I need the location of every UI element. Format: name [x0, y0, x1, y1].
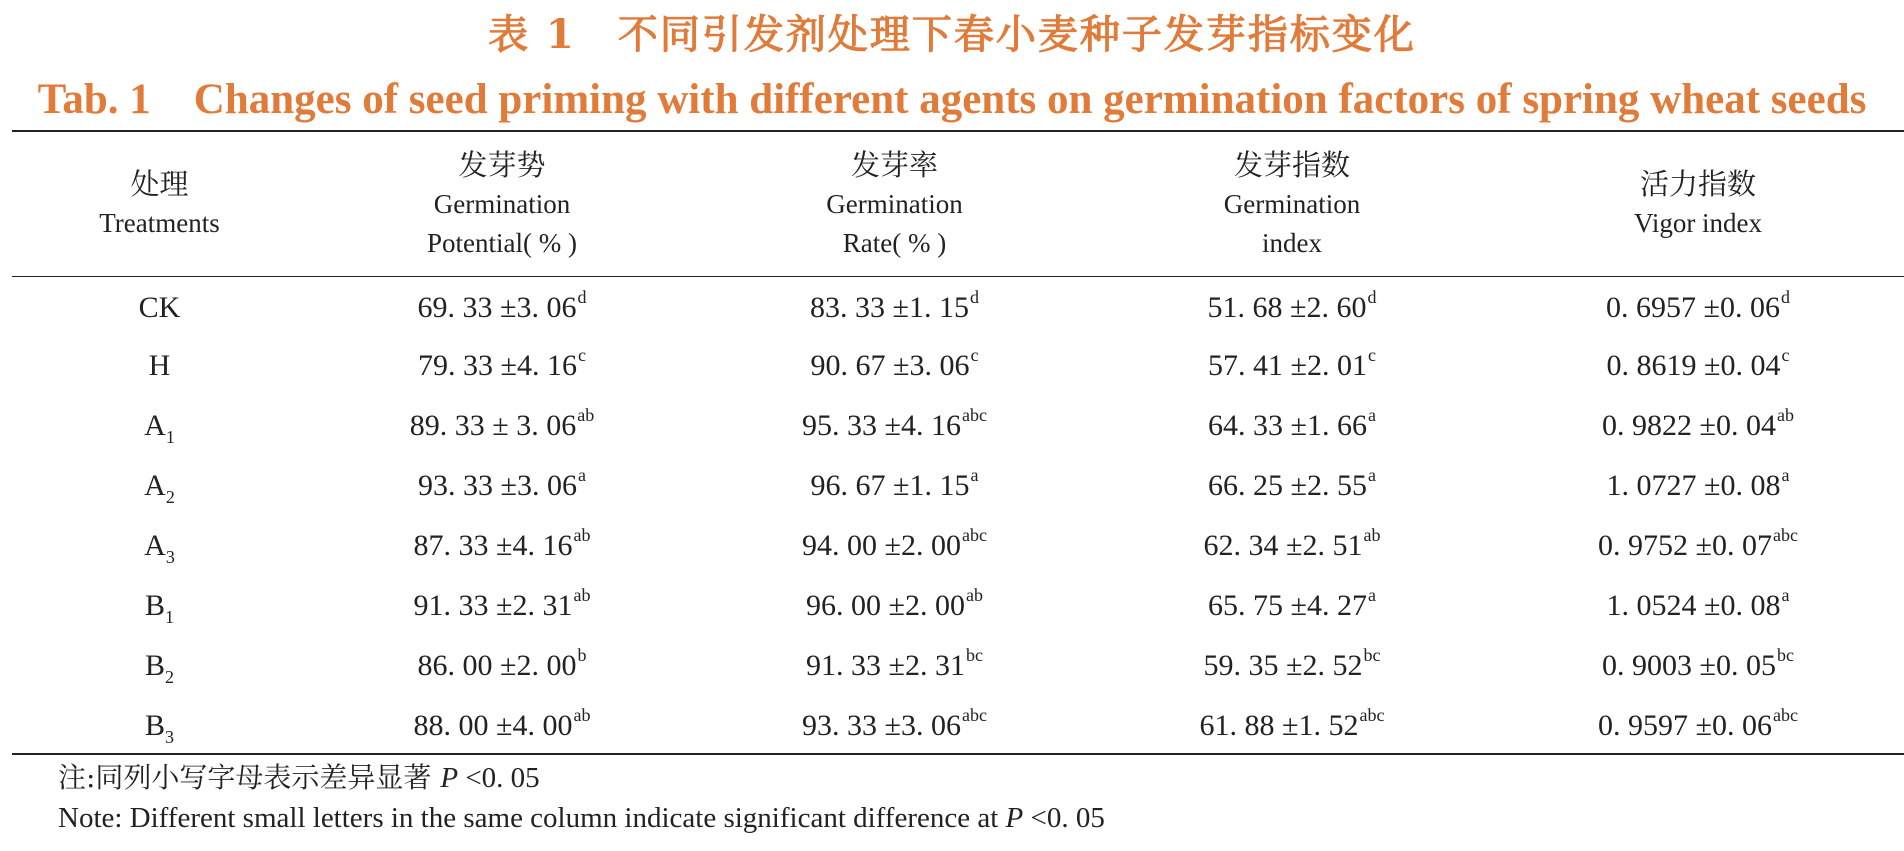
- mean-sd-value: 87. 33 ±4. 16: [413, 529, 573, 562]
- value-cell: [697, 516, 1092, 576]
- note-english-threshold: <0. 05: [1023, 802, 1105, 834]
- mean-sd-value: 91. 33 ±2. 31: [413, 589, 573, 622]
- value-cell: [307, 276, 697, 336]
- significance-letter: abc: [961, 525, 987, 545]
- value-cell: [307, 516, 697, 576]
- treatment-subscript: 1: [165, 607, 174, 627]
- treatment-cell: [12, 516, 307, 576]
- significance-letter: d: [577, 287, 587, 307]
- value-cell: [1092, 276, 1492, 336]
- column-header-en: Germination: [1223, 188, 1361, 219]
- mean-sd-value: 89. 33 ± 3. 06: [409, 409, 577, 442]
- table-title-chinese: 表 1 不同引发剂处理下春小麦种子发芽指标变化: [488, 11, 1416, 58]
- table-row: [12, 696, 1904, 756]
- note-english-text: Note: Different small letters in the same column indicate significant difference at: [58, 802, 1006, 834]
- value-cell: [1492, 576, 1904, 636]
- mean-sd-value: 65. 75 ±4. 27: [1208, 589, 1367, 622]
- value-cell: [1092, 516, 1492, 576]
- value-cell: [697, 696, 1092, 756]
- significance-letter: ab: [1363, 525, 1381, 545]
- treatment-cell: [12, 696, 307, 756]
- table-row: [12, 456, 1904, 516]
- table-row: [12, 276, 1904, 336]
- significance-letter: abc: [1772, 525, 1798, 545]
- mean-sd-value: 57. 41 ±2. 01: [1208, 349, 1367, 382]
- column-header-en: index: [1262, 227, 1322, 258]
- significance-letter: ab: [577, 405, 595, 425]
- treatment-name: B: [144, 589, 165, 622]
- significance-letter: a: [970, 465, 979, 485]
- value-cell: [697, 276, 1092, 336]
- significance-letter: bc: [965, 645, 983, 665]
- significance-letter: d: [1780, 287, 1790, 307]
- mean-sd-value: 79. 33 ±4. 16: [418, 349, 577, 382]
- mean-sd-value: 96. 00 ±2. 00: [806, 589, 965, 622]
- table-header-row: [12, 132, 1904, 276]
- table-notes: [58, 758, 1858, 838]
- value-cell: [307, 456, 697, 516]
- value-cell: [1092, 696, 1492, 756]
- value-cell: [697, 576, 1092, 636]
- mean-sd-value: 86. 00 ±2. 00: [417, 649, 577, 682]
- mean-sd-value: 0. 9597 ±0. 06: [1598, 709, 1772, 742]
- significance-letter: a: [1367, 405, 1376, 425]
- value-cell: [697, 456, 1092, 516]
- significance-letter: a: [1781, 465, 1790, 485]
- mean-sd-value: 1. 0727 ±0. 08: [1606, 469, 1781, 502]
- significance-letter: c: [1781, 345, 1790, 365]
- table-row: [12, 636, 1904, 696]
- treatment-subscript: 3: [165, 547, 175, 567]
- treatment-name: A: [144, 469, 166, 502]
- column-header: [1492, 132, 1904, 276]
- mean-sd-value: 88. 00 ±4. 00: [413, 709, 573, 742]
- note-english-p: P: [1005, 802, 1024, 834]
- value-cell: [307, 636, 697, 696]
- mean-sd-value: 0. 9822 ±0. 04: [1602, 409, 1776, 442]
- treatment-name: H: [148, 349, 171, 382]
- column-header-en: Vigor index: [1633, 208, 1763, 238]
- treatment-subscript: 2: [165, 487, 175, 507]
- significance-letter: bc: [1776, 645, 1794, 665]
- value-cell: [307, 576, 697, 636]
- value-cell: [1492, 456, 1904, 516]
- significance-letter: c: [970, 345, 979, 365]
- value-cell: [1492, 696, 1904, 756]
- mean-sd-value: 95. 33 ±4. 16: [802, 409, 961, 442]
- value-cell: [1092, 636, 1492, 696]
- mean-sd-value: 61. 88 ±1. 52: [1199, 709, 1359, 742]
- significance-letter: abc: [1772, 705, 1798, 725]
- column-header: [307, 132, 697, 276]
- significance-letter: a: [1367, 585, 1376, 605]
- treatment-cell: [12, 636, 307, 696]
- note-chinese-text: 注:同列小写字母表示差异显著: [58, 761, 441, 794]
- treatment-cell: [12, 396, 307, 456]
- value-cell: [697, 636, 1092, 696]
- treatment-subscript: 2: [165, 667, 174, 687]
- table-row: [12, 336, 1904, 396]
- column-header-en: Potential( % ): [427, 227, 577, 258]
- mean-sd-value: 0. 6957 ±0. 06: [1606, 291, 1780, 324]
- treatment-subscript: 3: [165, 727, 174, 747]
- value-cell: [697, 396, 1092, 456]
- significance-letter: c: [577, 345, 586, 365]
- column-header-cn: 发芽指数: [1233, 147, 1350, 182]
- treatment-cell: [12, 336, 307, 396]
- value-cell: [1492, 636, 1904, 696]
- column-header-en: Treatments: [99, 208, 220, 238]
- column-header-cn: 发芽率: [850, 147, 938, 182]
- mean-sd-value: 66. 25 ±2. 55: [1208, 469, 1367, 502]
- significance-letter: c: [1367, 345, 1376, 365]
- value-cell: [1092, 456, 1492, 516]
- table-row: [12, 516, 1904, 576]
- mean-sd-value: 96. 67 ±1. 15: [810, 469, 970, 502]
- mean-sd-value: 94. 00 ±2. 00: [802, 529, 961, 562]
- note-chinese-p: P: [440, 762, 459, 794]
- mean-sd-value: 90. 67 ±3. 06: [810, 349, 970, 382]
- table-title-english: Tab. 1 Changes of seed priming with different agents on germination factors of spring wheat seeds: [37, 76, 1867, 123]
- value-cell: [1492, 396, 1904, 456]
- significance-letter: d: [1367, 287, 1377, 307]
- value-cell: [1092, 396, 1492, 456]
- value-cell: [307, 336, 697, 396]
- mean-sd-value: 69. 33 ±3. 06: [417, 291, 577, 324]
- note-chinese-threshold: <0. 05: [458, 762, 540, 794]
- treatment-subscript: 1: [165, 427, 175, 447]
- significance-letter: a: [1781, 585, 1790, 605]
- treatment-name: B: [144, 649, 165, 682]
- treatment-name: A: [144, 529, 166, 562]
- table-body: [12, 276, 1904, 756]
- significance-letter: ab: [573, 525, 591, 545]
- value-cell: [697, 336, 1092, 396]
- value-cell: [307, 696, 697, 756]
- significance-letter: ab: [1776, 405, 1794, 425]
- significance-letter: abc: [1359, 705, 1385, 725]
- mean-sd-value: 91. 33 ±2. 31: [806, 649, 965, 682]
- treatment-cell: [12, 456, 307, 516]
- value-cell: [1492, 276, 1904, 336]
- significance-letter: ab: [573, 585, 591, 605]
- significance-letter: abc: [961, 405, 987, 425]
- significance-letter: a: [577, 465, 586, 485]
- table-row: [12, 576, 1904, 636]
- value-cell: [1092, 336, 1492, 396]
- value-cell: [1492, 516, 1904, 576]
- mean-sd-value: 64. 33 ±1. 66: [1208, 409, 1367, 442]
- significance-letter: a: [1367, 465, 1376, 485]
- mean-sd-value: 83. 33 ±1. 15: [810, 291, 969, 324]
- germination-table: [12, 132, 1904, 756]
- value-cell: [307, 396, 697, 456]
- treatment-name: A: [144, 409, 166, 442]
- mean-sd-value: 1. 0524 ±0. 08: [1606, 589, 1781, 622]
- mean-sd-value: 0. 8619 ±0. 04: [1606, 349, 1781, 382]
- table-row: [12, 396, 1904, 456]
- mean-sd-value: 59. 35 ±2. 52: [1203, 649, 1363, 682]
- mean-sd-value: 62. 34 ±2. 51: [1203, 529, 1363, 562]
- treatment-name: CK: [138, 291, 181, 324]
- value-cell: [1492, 336, 1904, 396]
- treatment-name: B: [144, 709, 165, 742]
- treatment-cell: [12, 276, 307, 336]
- significance-letter: d: [969, 287, 979, 307]
- value-cell: [1092, 576, 1492, 636]
- column-header-cn: 发芽势: [458, 147, 546, 182]
- mean-sd-value: 0. 9752 ±0. 07: [1598, 529, 1772, 562]
- mean-sd-value: 93. 33 ±3. 06: [802, 709, 961, 742]
- significance-letter: ab: [965, 585, 983, 605]
- treatment-cell: [12, 576, 307, 636]
- mean-sd-value: 93. 33 ±3. 06: [418, 469, 577, 502]
- note-english: [58, 798, 1858, 838]
- mean-sd-value: 51. 68 ±2. 60: [1207, 291, 1367, 324]
- significance-letter: abc: [961, 705, 987, 725]
- significance-letter: ab: [573, 705, 591, 725]
- mean-sd-value: 0. 9003 ±0. 05: [1602, 649, 1776, 682]
- column-header-en: Rate( % ): [842, 227, 947, 258]
- significance-letter: bc: [1363, 645, 1381, 665]
- column-header-cn: 处理: [130, 167, 189, 201]
- note-chinese: [58, 758, 1858, 798]
- column-header: [697, 132, 1092, 276]
- column-header-cn: 活力指数: [1639, 167, 1756, 201]
- column-header: [12, 132, 307, 276]
- column-header-en: Germination: [433, 188, 571, 219]
- column-header-en: Germination: [826, 188, 963, 219]
- significance-letter: b: [577, 645, 587, 665]
- column-header: [1092, 132, 1492, 276]
